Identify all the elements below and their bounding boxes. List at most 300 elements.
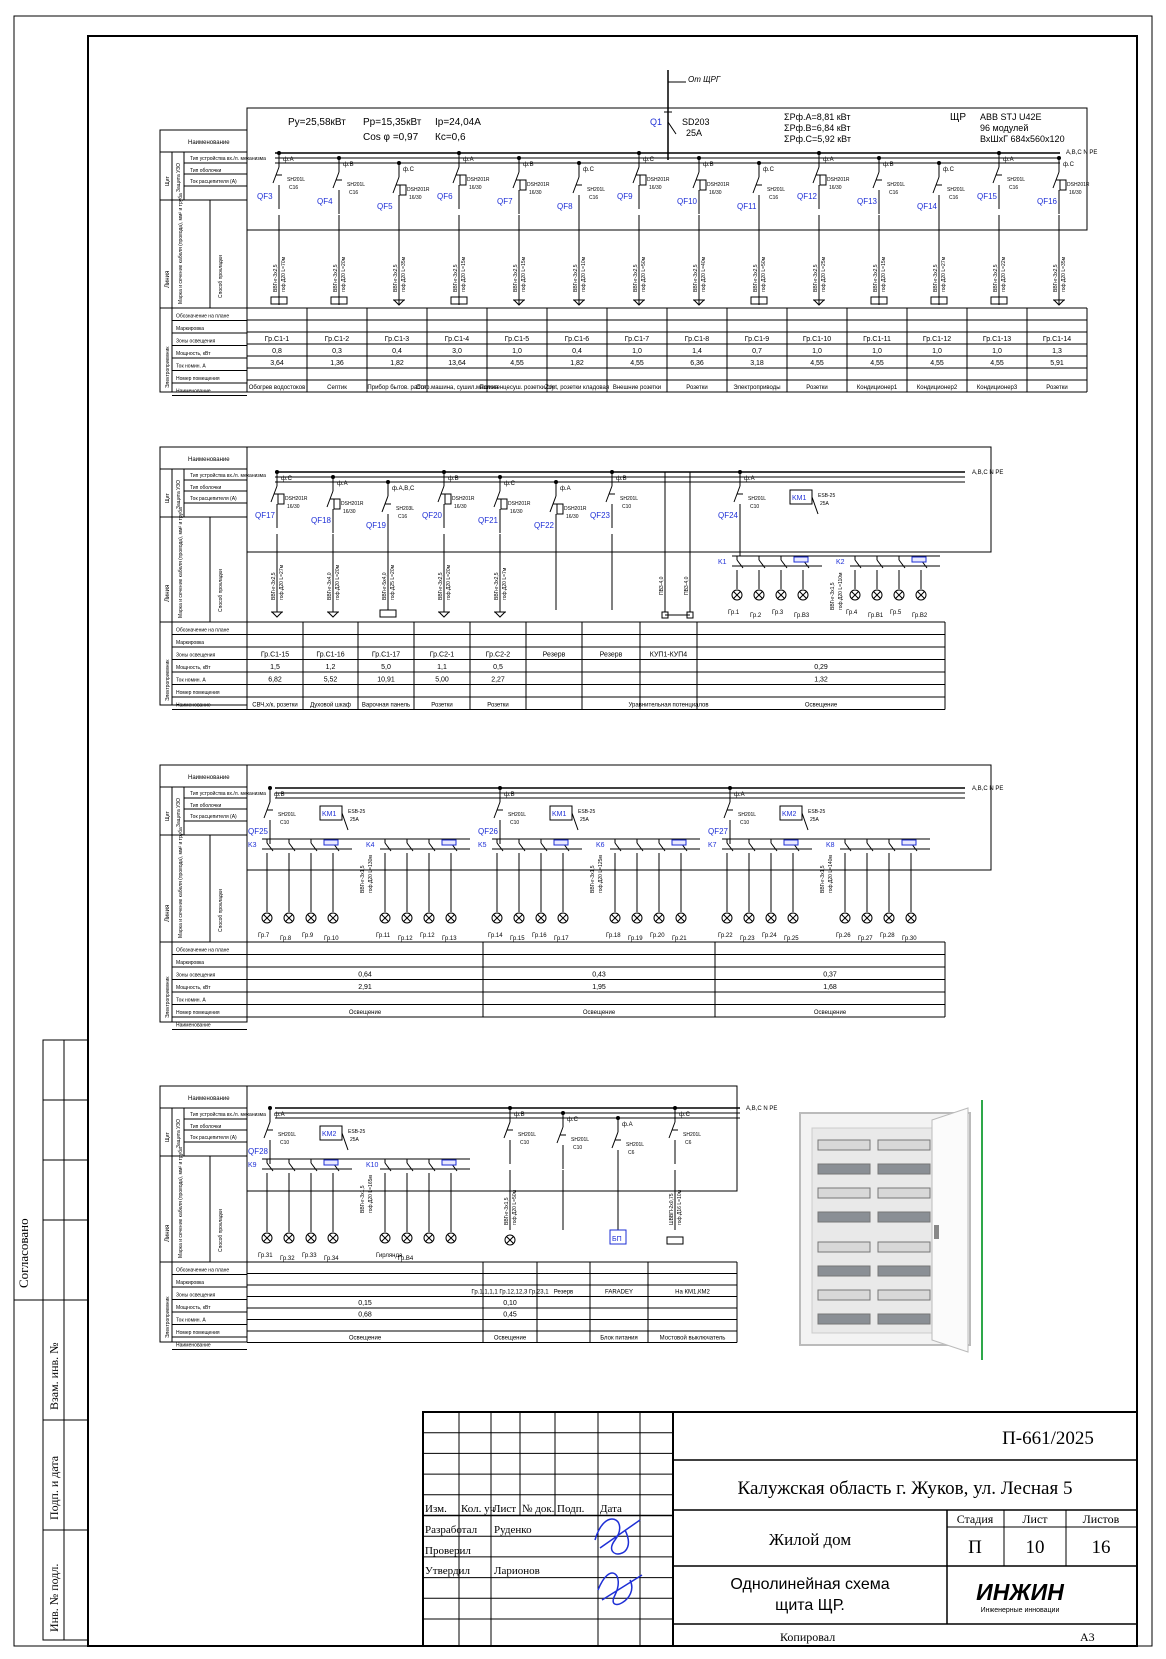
breaker-type: DSH201R [564, 506, 587, 512]
column-mark: FARADEY [604, 1289, 634, 1296]
breaker-QF6 [437, 151, 490, 305]
section-1 [160, 70, 1097, 396]
breaker-type: SH201L [587, 187, 606, 193]
cable-mark: ВВГнг-3х2,5 [393, 264, 399, 292]
row-label-receiver: Электроприемник [165, 1296, 171, 1338]
group-mark: Гр.21 [672, 936, 687, 942]
breaker-rating: 16/30 [829, 185, 842, 191]
breaker-QF19 [366, 480, 415, 617]
breaker-phase: ф.C [281, 476, 292, 482]
breaker-type: SH201L [508, 812, 527, 818]
cable-mark: ВВГнг-3х2,5 [573, 264, 579, 292]
pe-cable: ПВЗ-4,0 [659, 576, 665, 595]
din-rail-slot [878, 1290, 930, 1300]
breaker-type: DSH201R [647, 177, 670, 183]
breaker-id: QF7 [497, 197, 513, 206]
stamp-app-name: Ларионов [494, 1565, 540, 1577]
row-label-device: Тип устройства вх./л. механизма [190, 156, 266, 162]
group-mark: Гр.13 [442, 936, 457, 942]
cable-mark: ВВГнг-3х1,5 [830, 582, 836, 610]
breaker-phase: ф.B [616, 476, 627, 482]
column-power: 1,3 [1052, 348, 1062, 355]
row-label-shield: Щит [165, 1132, 171, 1142]
cable-mark: ВВГнг-3х2,5 [273, 264, 279, 292]
km-label: KM2 [322, 1131, 337, 1138]
breaker-rating: 16/30 [469, 185, 482, 191]
column-mark: Резерв [599, 651, 623, 659]
row-label-receiver: Электроприемник [165, 976, 171, 1018]
breaker-QF20 [422, 470, 475, 617]
row-label-cable: Марка и сечение кабеля (провода), мм² и труба [178, 193, 184, 304]
group-mark: Гр.23 [740, 936, 755, 942]
breaker-phase: ф.A [744, 476, 755, 482]
breaker-id: QF27 [708, 827, 729, 836]
row-label-3: Мощность, кВт [176, 351, 211, 357]
stamp-col-header: Изм. [425, 1503, 447, 1515]
row-label-shield: Щит [165, 176, 171, 186]
breaker-phase: ф.C [643, 157, 654, 163]
column-power: 5,0 [381, 664, 391, 671]
row-label-4: Ток номин. А [176, 1317, 206, 1324]
panel-box-2 [247, 447, 991, 552]
group-mark: Гр.7 [258, 933, 270, 939]
column-current: 4,55 [870, 360, 884, 367]
cable-mark: ВВГнг-3х2,5 [873, 264, 879, 292]
column-name: Септик [327, 385, 347, 391]
column-power: 0,37 [823, 971, 837, 979]
column-current: 2,27 [491, 676, 505, 684]
column-power: 1,1 [437, 664, 447, 671]
column-current: 4,55 [510, 360, 524, 367]
din-rail-slot [878, 1212, 930, 1222]
load-icon [380, 610, 396, 617]
column-mark: Гр.С1-1 [264, 336, 290, 343]
column-mark: КУП1-КУП4 [649, 651, 688, 659]
group-mark: Гр.1 [728, 610, 740, 616]
breaker-type: SH201L [748, 496, 767, 502]
column-power: 1,0 [872, 348, 882, 355]
group-mark: Гр.19 [628, 936, 643, 942]
din-rail-slot [878, 1140, 930, 1150]
breaker-type: SH201L [278, 1132, 297, 1138]
din-rail-slot [818, 1242, 870, 1252]
column-mark: Гр.С1-14 [1042, 336, 1072, 343]
breaker-id: QF3 [257, 192, 273, 201]
column-current: 1,32 [814, 676, 828, 684]
breaker-id: QF17 [255, 511, 276, 520]
breaker-rating: C6 [685, 1140, 692, 1146]
breaker-phase: ф.B [343, 162, 354, 168]
cable-mark: ВВГнг-3х2,5 [453, 264, 459, 292]
row-label-line: Линия [165, 904, 171, 922]
km-label: KM2 [782, 811, 797, 818]
socket-icon [271, 612, 283, 617]
cable-mark: ВВГнг-3х2,5 [633, 264, 639, 292]
breaker-QF23 [590, 470, 638, 610]
row-label-current: Ток расцепителя (А) [190, 814, 237, 820]
breaker-id: QF25 [248, 827, 269, 836]
section-2 [160, 447, 1003, 710]
row-label-receiver: Электроприемник [165, 346, 171, 388]
column-power: 1,5 [270, 664, 280, 671]
column-power: 0,7 [752, 348, 762, 355]
breaker-QF17 [255, 470, 308, 617]
row-label-6: Наименование [176, 702, 211, 709]
row-label-current: Ток расцепителя (А) [190, 496, 237, 502]
breaker-QF30 [557, 1111, 589, 1230]
column-power: 0,8 [272, 348, 282, 355]
column-mark: Гр.С1-15 [260, 651, 290, 659]
group-mark: Гр.20 [650, 933, 665, 939]
breaker-rating: C16 [289, 185, 299, 191]
row-label-zone: Защита УЗО [176, 797, 182, 827]
breaker-QF29 [504, 1106, 536, 1245]
cable-mark: ВВГнг-3х2,5 [1053, 264, 1059, 292]
din-rail-slot [878, 1266, 930, 1276]
breaker-type: SH201L [347, 182, 366, 188]
breaker-QF9 [617, 151, 670, 305]
breaker-rating: C10 [280, 820, 290, 826]
breaker-id: QF19 [366, 521, 387, 530]
column-name: Освещение [348, 1010, 382, 1016]
row-label-device: Тип устройства вх./л. механизма [190, 791, 266, 797]
column-power: 1,0 [512, 348, 522, 355]
breaker-phase: ф.B [448, 476, 459, 482]
row-label-zone: Защита УЗО [176, 479, 182, 509]
stage-value: П [968, 1537, 982, 1558]
km-type: ESB-25 [348, 809, 366, 815]
bus-label-2: A,B,C N PE [972, 470, 1004, 476]
din-rail-slot [818, 1164, 870, 1174]
breaker-rating: 16/30 [1069, 190, 1082, 196]
column-name: Электроприводы [733, 385, 781, 391]
din-rail-slot [818, 1266, 870, 1276]
row-label-method: Способ прокладки [218, 889, 224, 932]
cable-mark: ВВГнг-3х2,5 [933, 264, 939, 292]
row-label-cable: Марка и сечение кабеля (провода), мм² и труба [178, 1147, 184, 1258]
cable-mark: ВВГнг-3х2,5 [513, 264, 519, 292]
cable-mark: ВВГнг-3х2,5 [753, 264, 759, 292]
column-name: Освещение [348, 1335, 382, 1342]
cable-mark: ШВВП-2х0,75 [669, 1193, 675, 1225]
breaker-rating: 16/30 [409, 195, 422, 201]
sheet-value: 10 [1025, 1537, 1045, 1558]
row-label-1: Маркировка [176, 640, 205, 646]
breaker-id: QF15 [977, 192, 998, 201]
breaker-QF8 [557, 161, 605, 305]
column-name: Кондиционер1 [856, 385, 898, 391]
breaker-phase: ф.B [703, 162, 714, 168]
din-rail-slot [818, 1314, 870, 1324]
row-label-shield: Щит [165, 811, 171, 821]
breaker-rating: 16/30 [454, 504, 467, 510]
breaker-QF21 [478, 475, 531, 617]
row-label-3: Мощность, кВт [176, 665, 211, 671]
column-mark: Резерв [542, 651, 566, 659]
breaker-type: SH201L [1007, 177, 1026, 183]
group-mark: Гр.4 [846, 610, 858, 616]
group-mark: Гр.30 [902, 936, 917, 942]
breaker-phase: ф.C [403, 167, 414, 173]
breaker-id: QF11 [737, 202, 757, 211]
breaker-type: DSH201R [508, 501, 531, 507]
column-name: Розетки [487, 702, 509, 709]
row-label-3: Мощность, кВт [176, 985, 211, 991]
breaker-QF32 [667, 1106, 701, 1244]
breaker-id: QF13 [857, 197, 878, 206]
column-name: Освещение [582, 1010, 616, 1016]
section-3 [160, 765, 1003, 1030]
breaker-id: QF23 [590, 511, 611, 520]
py-label: Pу=25,58кВт [288, 117, 346, 128]
lighting-group-QF26 [478, 786, 700, 942]
breaker-rating: C16 [769, 195, 779, 201]
column-name: Блок питания [600, 1335, 638, 1342]
cable-mark: ВВГнг-3х1,5 [360, 1185, 366, 1213]
din-rail-slot [878, 1242, 930, 1252]
breaker-type: SH201L [287, 177, 306, 183]
socket-icon [438, 612, 450, 617]
row-label-zone: Защита УЗО [176, 162, 182, 192]
km-type: ESB-25 [818, 493, 836, 499]
pp-label: Pр=15,35кВт [363, 117, 422, 128]
breaker-phase: ф.B [504, 792, 515, 798]
breaker-phase: ф.A [274, 1112, 285, 1118]
breaker-rating: C6 [628, 1150, 635, 1156]
row-label-5: Номер помещения [176, 1010, 220, 1016]
breaker-phase: ф.C [1063, 162, 1074, 168]
column-name: Освещение [813, 1010, 847, 1016]
row-label-current: Ток расцепителя (А) [190, 179, 237, 185]
row-label-device: Тип устройства вх./л. механизма [190, 473, 266, 479]
column-current: 5,91 [1050, 360, 1064, 367]
breaker-id: QF8 [557, 202, 573, 211]
column-name: Освещение [493, 1335, 527, 1342]
column-name: Прибор бытов. работ [367, 385, 427, 391]
column-mark: Гр.С1-17 [371, 651, 401, 659]
group-mark: Гр.8 [280, 936, 292, 942]
breaker-phase: ф.C [583, 167, 594, 173]
company-slogan: Инженерные инновации [980, 1607, 1060, 1614]
group-mark: Гр.31 [258, 1253, 273, 1259]
row-label-4: Ток номин. А [176, 363, 206, 370]
column-mark: Гр.С1-10 [802, 336, 832, 343]
column-power: 0,43 [592, 971, 606, 979]
cable-mark: ВВГнг-3х1,5 [504, 1197, 510, 1225]
stamp-dev-name: Руденко [494, 1524, 532, 1536]
column-mark: Гр.С1-9 [744, 336, 770, 343]
relay-label: K3 [248, 842, 257, 849]
bus-label-1: A,B,C N PE [1066, 150, 1098, 156]
km-rating: 25А [580, 817, 589, 823]
column-power: 0,4 [572, 348, 582, 355]
breaker-id: QF6 [437, 192, 453, 201]
breaker-rating: 16/30 [529, 190, 542, 196]
column-name: Внешние розетки [612, 385, 662, 391]
socket-icon [327, 612, 339, 617]
breaker-type: SH201L [738, 812, 757, 818]
row-label-name: Наименование [188, 457, 230, 463]
row-label-receiver: Электроприемник [165, 659, 171, 701]
group-mark: Гр.9 [302, 933, 314, 939]
breaker-rating: C10 [510, 820, 520, 826]
cable-mark: ВВГнг-3х1,5 [590, 865, 596, 893]
ip-label: Iр=24,04А [435, 117, 481, 128]
row-label-0: Обозначение на плане [176, 947, 230, 954]
breaker-id: QF28 [248, 1147, 269, 1156]
column-mark: Гр.С1-7 [624, 336, 650, 343]
column-power: 0,3 [332, 348, 342, 355]
sheet-format: А3 [1080, 1630, 1095, 1644]
stamp-col-header: Лист [493, 1503, 517, 1515]
din-rail-slot [818, 1188, 870, 1198]
column-name: Розетки [806, 385, 828, 391]
group-mark: Гр.16 [532, 933, 547, 939]
column-mark: Гр.С2-1 [429, 651, 455, 659]
column-mark: Гр.1,1,1,1 Гр.12,12,3 Гр.23,1 [471, 1289, 549, 1296]
row-label-shell: Тип оболочки [190, 485, 222, 491]
breaker-type: SH201L [947, 187, 966, 193]
breaker-QF11 [737, 161, 785, 305]
breaker-id: QF18 [311, 516, 332, 525]
relay-label: K8 [826, 842, 835, 849]
side-inv-orig: Инв. № подл. [47, 1563, 61, 1632]
breaker-QF22 [534, 480, 587, 610]
breaker-id: QF22 [534, 521, 555, 530]
column-power: 1,0 [632, 348, 642, 355]
column-current: 1,36 [330, 360, 344, 367]
cable-pipe: гоф.Д16 L=10м [677, 1189, 683, 1225]
group-mark: Гр.34 [324, 1256, 339, 1262]
breaker-id: QF20 [422, 511, 443, 520]
board-dims: ВхШхГ 684х560х120 [980, 134, 1065, 144]
column-power: 1,0 [992, 348, 1002, 355]
cable-pipe: гоф.Д20 L=20м [446, 564, 452, 600]
relay-label: K9 [248, 1162, 257, 1169]
cable-mark: ВВГнг-3х2,5 [993, 264, 999, 292]
row-label-name: Наименование [188, 1096, 230, 1102]
sheets-header: Листов [1082, 1512, 1120, 1526]
column-power: 3,0 [452, 348, 462, 355]
breaker-type: SH201L [620, 496, 639, 502]
column-current: 1,68 [823, 984, 837, 991]
row-label-method: Способ прокладки [218, 569, 224, 612]
row-label-method: Способ прокладки [218, 1209, 224, 1252]
breaker-rating: 16/30 [343, 509, 356, 515]
group-mark: Гр.25 [784, 936, 799, 942]
breaker-phase: ф.A [560, 486, 571, 492]
row-label-6: Наименование [176, 1022, 211, 1029]
breaker-rating: 16/30 [709, 190, 722, 196]
breaker-phase: ф.A [1003, 157, 1014, 163]
group-mark: Гр.17 [554, 936, 569, 942]
breaker-type: DSH201R [1067, 182, 1090, 188]
cable-pipe: гоф.Д20 L=27м [279, 564, 285, 600]
breaker-id: QF21 [478, 516, 499, 525]
column-name: Полотенцесуш. розетки с/у [479, 385, 555, 391]
row-label-0: Обозначение на плане [176, 627, 230, 634]
cable-pipe: гоф.Д20 L=130м [368, 855, 374, 893]
breaker-phase: ф.B [274, 792, 285, 798]
phase-b-power: ΣPф.B=6,84 кВт [784, 123, 851, 133]
column-name: Стир.машина, сушил.машина [415, 385, 499, 391]
breaker-rating: C16 [349, 190, 359, 196]
cable-pipe: гоф.Д20 L=20м [335, 564, 341, 600]
group-mark: Гр.11 [376, 933, 391, 939]
km-type: ESB-25 [578, 809, 596, 815]
group-mark: Гр.14 [488, 933, 503, 939]
row-label-name: Наименование [188, 775, 230, 781]
breaker-phase: ф.A [337, 481, 348, 487]
group-mark: Гр.2 [750, 613, 762, 619]
km-label: KM1 [552, 811, 567, 818]
cable-mark: ВВГнг-3х2,5 [438, 572, 444, 600]
group-mark: Гр.24 [762, 933, 777, 939]
breaker-type: DSH201R [707, 182, 730, 188]
power-unit-label: БП [612, 1236, 622, 1243]
row-label-shell: Тип оболочки [190, 168, 222, 174]
column-current: 1,82 [570, 360, 584, 367]
inner-frame [88, 36, 1137, 1646]
board-model: ABB STJ U42E [980, 112, 1042, 122]
breaker-id: QF9 [617, 192, 633, 201]
breaker-rating: 16/30 [649, 185, 662, 191]
column-power: 0,15 [358, 1300, 372, 1307]
group-mark: Гр.В2 [912, 613, 928, 619]
row-label-4: Ток номин. А [176, 677, 206, 684]
row-label-6: Наименование [176, 388, 211, 395]
cable-pipe: гоф.Д20 L=110м [838, 572, 844, 610]
column-power: 0,5 [493, 664, 503, 671]
cable-pipe: гоф.Д20 L=50м [512, 1189, 518, 1225]
breaker-phase: ф.A [622, 1122, 633, 1128]
column-name: Zont, розетки кладовая [544, 385, 610, 391]
column-mark: Гр.С1-11 [863, 336, 891, 343]
breaker-rating: C10 [520, 1140, 530, 1146]
column-current: 4,55 [630, 360, 644, 367]
breaker-type: DSH201R [407, 187, 430, 193]
side-stamp [14, 1040, 88, 1640]
breaker-type: DSH201R [467, 177, 490, 183]
cable-mark: ВВГнг-3х4,0 [327, 572, 333, 600]
breaker-rating: C10 [740, 820, 750, 826]
breaker-QF5 [377, 161, 430, 305]
breaker-id: QF24 [718, 511, 739, 520]
title-block [423, 1412, 1137, 1646]
project-code: П-661/2025 [1002, 1428, 1094, 1449]
row-label-line: Линия [165, 584, 171, 602]
column-current: 5,52 [323, 676, 338, 684]
cable-mark: ВВГнг-3х2,5 [813, 264, 819, 292]
row-label-0: Обозначение на плане [176, 313, 230, 320]
column-name: Духовой шкаф [310, 702, 351, 709]
breaker-rating: 16/30 [566, 514, 579, 520]
cabinet-illustration [800, 1100, 982, 1360]
breaker-rating: 16/30 [510, 509, 523, 515]
breaker-phase: ф.A [734, 792, 745, 798]
side-inv-exch: Взам. инв. № [47, 1342, 61, 1410]
cable-mark: ВВГнг-3х2,5 [494, 572, 500, 600]
cable-pipe: гоф.Д20 L=165м [368, 1175, 374, 1213]
breaker-phase: ф.B [523, 162, 534, 168]
breaker-rating: C10 [573, 1145, 583, 1151]
breaker-phase: ф.C [763, 167, 774, 173]
km-rating: 25А [820, 501, 829, 507]
breaker-type: SH201L [571, 1137, 590, 1143]
column-mark: Гр.С1-13 [982, 336, 1012, 343]
sheet-title-2: щита ЩР. [775, 1597, 845, 1614]
breaker-type: DSH201R [341, 501, 364, 507]
